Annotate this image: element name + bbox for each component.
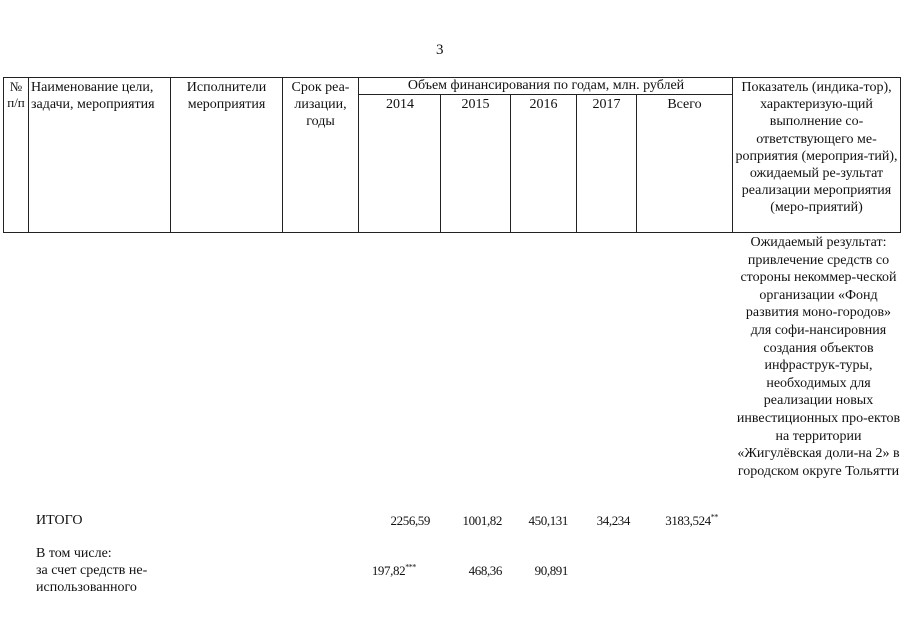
header-year-2015: 2015 xyxy=(461,97,490,112)
rule-v xyxy=(440,94,441,232)
total-2017: 34,234 xyxy=(596,513,630,528)
total-all xyxy=(636,512,718,529)
header-name: Наименование цели, задачи, мероприятия xyxy=(31,80,155,112)
rule-header-bottom xyxy=(3,232,901,233)
including-label-line3: использованного xyxy=(36,580,137,595)
header-number: № п/п xyxy=(7,79,25,110)
rule-v xyxy=(510,94,511,232)
header-indicator: Показатель (индика-тор), характеризую-щий выполнение со-ответствующего ме-роприятия (мероприя-тий), ожидаемый ре-зультат реализации мероприятия (меро-приятий) xyxy=(735,80,898,216)
total-label: ИТОГО xyxy=(36,513,83,528)
header-year-2016: 2016 xyxy=(529,97,558,112)
rule-v xyxy=(576,94,577,232)
including-2014-footnote-mark: *** xyxy=(405,562,416,572)
header-executors: Исполнители мероприятия xyxy=(186,80,267,112)
including-2014-value: 197,82 xyxy=(371,563,406,578)
rule-v xyxy=(636,94,637,232)
rule-v xyxy=(732,77,733,232)
including-label: В том числе: xyxy=(36,546,112,561)
header-total: Всего xyxy=(667,97,702,112)
including-2015: 468,36 xyxy=(468,563,502,578)
page-number: 3 xyxy=(436,42,444,58)
header-financing: Объем финансирования по годам, млн. рублей xyxy=(407,78,685,93)
expected-result-text: Ожидаемый результат: привлечение средств со стороны некоммер-ческой организации «Фонд развития моно-городов» для софи-нансировния создания объектов инфраструк-туры, необходимых для реализации новых инвестиционных про-ектов на территории «Жигулёвская доли-на 2» в городском округе Тольятти xyxy=(736,235,901,479)
including-2016: 90,891 xyxy=(534,563,568,578)
total-2014: 2256,59 xyxy=(390,513,430,528)
rule-v xyxy=(358,77,359,232)
rule-v xyxy=(170,77,171,232)
header-term: Срок реа-лизации, годы xyxy=(291,80,350,129)
header-year-2014: 2014 xyxy=(386,97,414,112)
total-all-value: 3183,524 xyxy=(665,513,711,528)
total-2016: 450,131 xyxy=(528,513,568,528)
total-all-footnote-mark: ** xyxy=(710,512,718,522)
header-year-2017: 2017 xyxy=(592,97,621,112)
total-2015: 1001,82 xyxy=(462,513,502,528)
rule-financing xyxy=(358,94,732,95)
including-label-line2: за счет средств не- xyxy=(36,563,148,578)
rule-v xyxy=(900,77,901,232)
rule-v xyxy=(282,77,283,232)
including-2014 xyxy=(360,562,416,579)
